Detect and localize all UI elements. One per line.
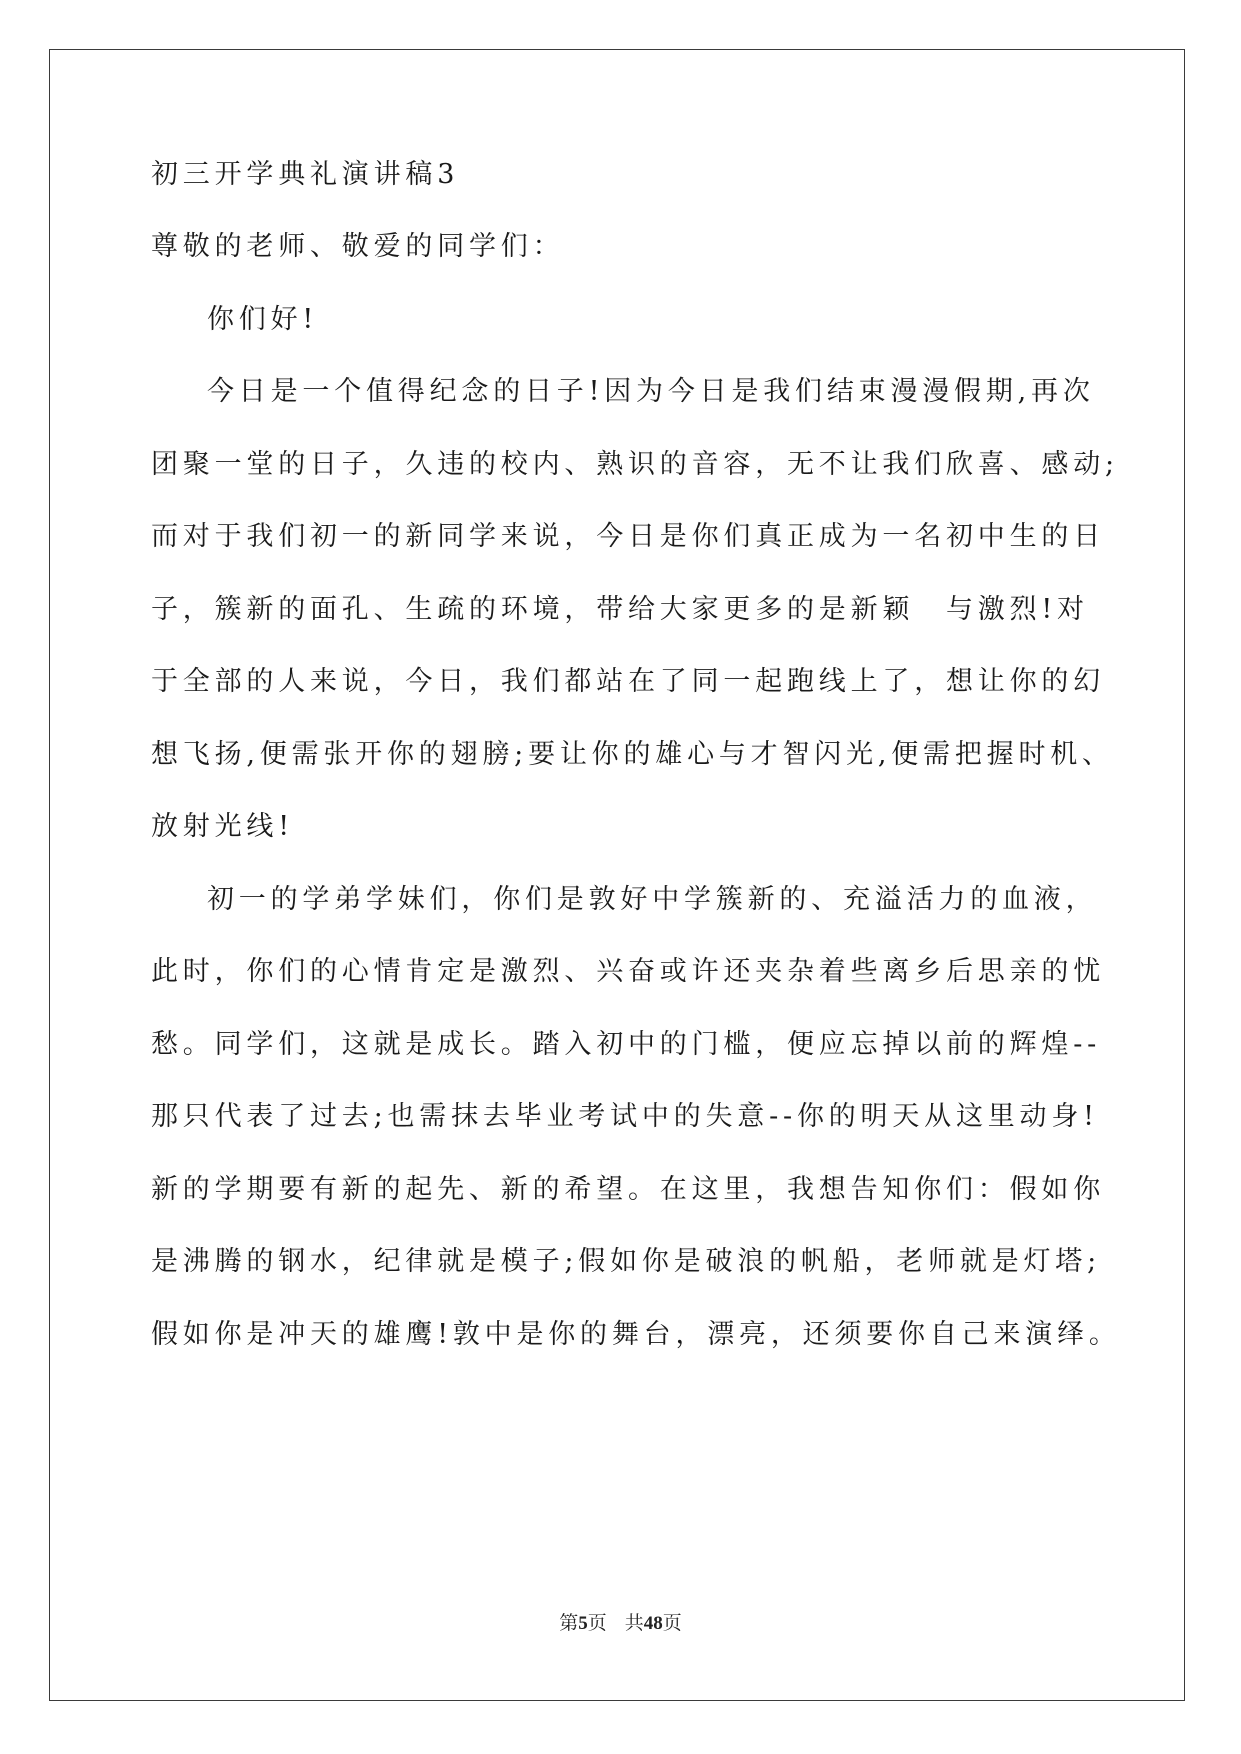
paragraph-line: 新的学期要有新的起先、新的希望。在这里，我想告知你们：假如你 [151, 1174, 1105, 1205]
paragraph-line: 初一的学弟学妹们，你们是敦好中学簇新的、充溢活力的血液， [207, 884, 1098, 915]
paragraph-line: 于全部的人来说，今日，我们都站在了同一起跑线上了，想让你的幻 [151, 666, 1105, 697]
document-title: 初三开学典礼演讲稿3 [151, 159, 460, 190]
page-frame [49, 49, 1185, 1701]
page-number: 5 [578, 1613, 588, 1634]
paragraph-line: 团聚一堂的日子，久违的校内、熟识的音容，无不让我们欣喜、感动; [151, 449, 1119, 480]
total-suffix: 页 [662, 1613, 682, 1634]
total-pages: 48 [643, 1613, 663, 1634]
paragraph-line: 假如你是冲天的雄鹰!敦中是你的舞台，漂亮，还须要你自己来演绎。 [151, 1319, 1121, 1350]
paragraph-line: 今日是一个值得纪念的日子!因为今日是我们结束漫漫假期,再次 [207, 376, 1095, 407]
paragraph-line: 此时，你们的心情肯定是激烈、兴奋或许还夹杂着些离乡后思亲的忧 [151, 956, 1105, 987]
paragraph-line: 愁。同学们，这就是成长。踏入初中的门槛，便应忘掉以前的辉煌-- [151, 1029, 1102, 1060]
page-footer [0, 1608, 1241, 1635]
paragraph-line: 是沸腾的钢水，纪律就是模子;假如你是破浪的帆船，老师就是灯塔; [151, 1246, 1101, 1277]
paragraph-line: 子，簇新的面孔、生疏的环境，带给大家更多的是新颖 与激烈!对 [151, 594, 1089, 625]
paragraph-line: 想飞扬,便需张开你的翅膀;要让你的雄心与才智闪光,便需把握时机、 [151, 739, 1114, 770]
paragraph-line: 那只代表了过去;也需抹去毕业考试中的失意--你的明天从这里动身! [151, 1101, 1099, 1132]
paragraph-line: 而对于我们初一的新同学来说，今日是你们真正成为一名初中生的日 [151, 521, 1105, 552]
page-prefix: 第 [559, 1613, 579, 1634]
paragraph-line: 放射光线! [151, 811, 294, 842]
page-suffix: 页 [587, 1613, 607, 1634]
greeting-line: 你们好! [207, 304, 319, 335]
total-prefix: 共 [624, 1613, 644, 1634]
salutation-line: 尊敬的老师、敬爱的同学们： [151, 231, 565, 262]
